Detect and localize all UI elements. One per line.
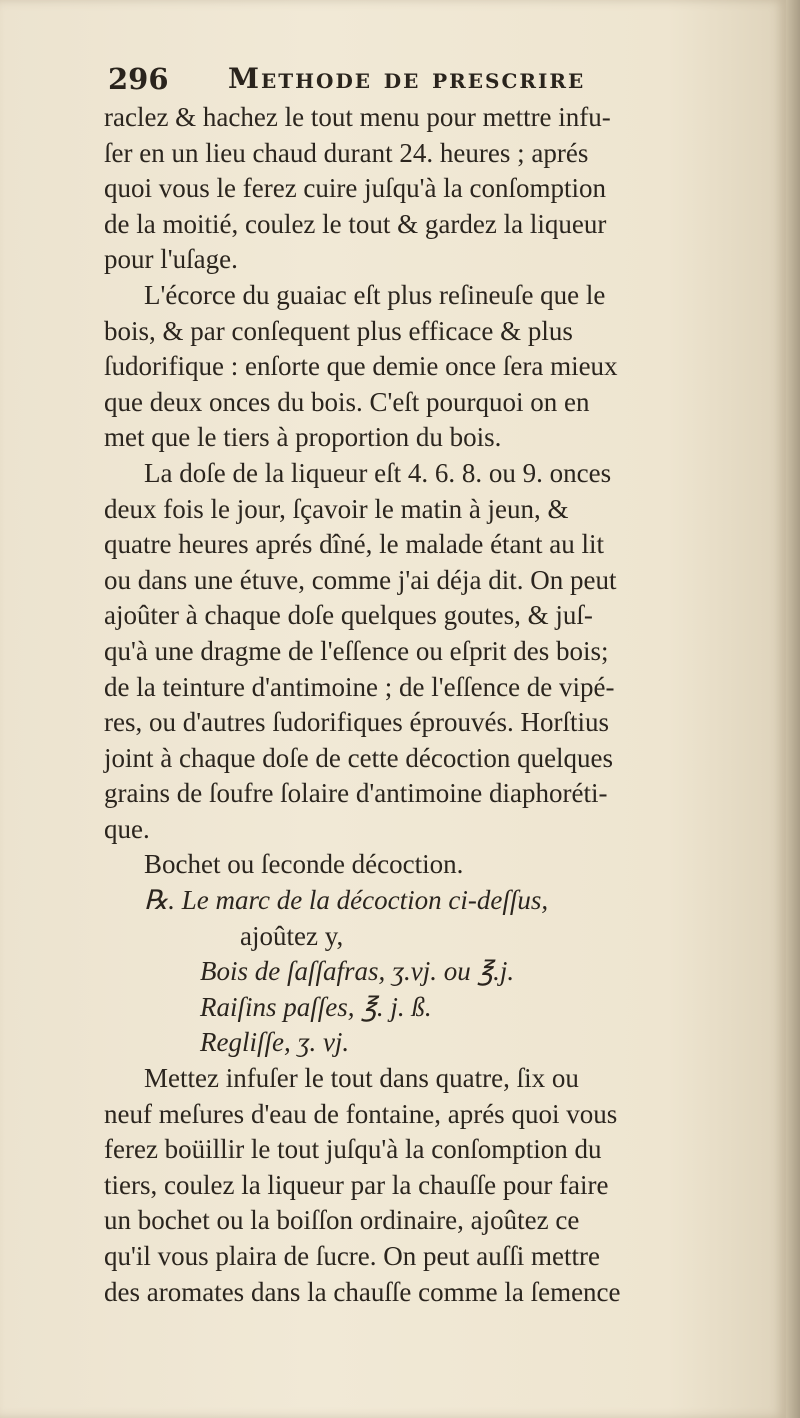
text-line: ajoûter à chaque doſe quelques goutes, & juſ- [104, 600, 593, 631]
text-line: qu'il vous plaira de ſucre. On peut auſſi mettre [104, 1241, 600, 1271]
text-line: ſudorifique : enſorte que demie once ſera mieux [104, 351, 618, 382]
text-line: ajoûtez y, [240, 920, 344, 951]
page-number: 296 [108, 62, 169, 96]
text-line: L'écorce du guaiac eſt plus reſineuſe que le [144, 279, 606, 310]
text-line: deux fois le jour, ſçavoir le matin à jeun, & [104, 493, 569, 524]
text-line: Mettez infuſer le tout dans quatre, ſix ou [144, 1063, 579, 1094]
text-line: tiers, coulez la liqueur par la chauſſe pour faire [104, 1169, 609, 1200]
text-line: Raiſins paſſes, ℥. j. ß. [200, 991, 432, 1022]
text-line: ou dans une étuve, comme j'ai déja dit. On peut [104, 564, 617, 595]
text-line: des aromates dans la chauſſe comme la ſemence [104, 1276, 621, 1307]
text-line: neuf meſures d'eau de fontaine, aprés quoi vous [104, 1098, 618, 1129]
page-edge [786, 0, 800, 1418]
text-line: bois, & par conſequent plus efficace & plus [104, 315, 573, 346]
text-line: ferez boüillir le tout juſqu'à la conſomption du [104, 1134, 602, 1165]
text-line: de la moitié, coulez le tout & gardez la liqueur [104, 208, 607, 239]
text-line: quatre heures aprés dîné, le malade étant au lit [104, 529, 605, 560]
text-line: quoi vous le ferez cuire juſqu'à la conſomption [104, 173, 606, 204]
text-line: que deux onces du bois. C'eſt pourquoi on en [104, 386, 590, 417]
text-line: que. [104, 813, 150, 844]
page-header [108, 62, 668, 102]
body-text [104, 100, 766, 1310]
text-line: res, ou d'autres ſudorifiques éprouvés. Horſtius [104, 707, 610, 738]
text-line: raclez & hachez le tout menu pour mettre infu- [104, 102, 611, 132]
text-line: La doſe de la liqueur eſt 4. 6. 8. ou 9. onces [144, 457, 612, 488]
text-line: joint à chaque doſe de cette décoction quelques [104, 742, 614, 773]
text-line: ℞. Le marc de la décoction ci-deſſus, [144, 885, 549, 916]
text-line: Regliſſe, ʒ. vj. [200, 1027, 350, 1058]
text-line: grains de ſoufre ſolaire d'antimoine diaphoréti- [104, 778, 608, 809]
text-line: met que le tiers à proportion du bois. [104, 422, 502, 453]
text-line: Bois de ſaſſafras, ʒ.vj. ou ℥.j. [200, 956, 515, 987]
text-line: ſer en un lieu chaud durant 24. heures ; aprés [104, 137, 589, 168]
text-line: Bochet ou ſeconde décoction. [144, 849, 464, 880]
text-line: pour l'uſage. [104, 244, 238, 275]
text-line: de la teinture d'antimoine ; de l'eſſence de vipé- [104, 671, 615, 702]
text-line: qu'à une dragme de l'eſſence ou eſprit des bois; [104, 635, 609, 666]
text-line: un bochet ou la boiſſon ordinaire, ajoûtez ce [104, 1205, 580, 1236]
running-title: Methode de prescrire [228, 62, 586, 95]
